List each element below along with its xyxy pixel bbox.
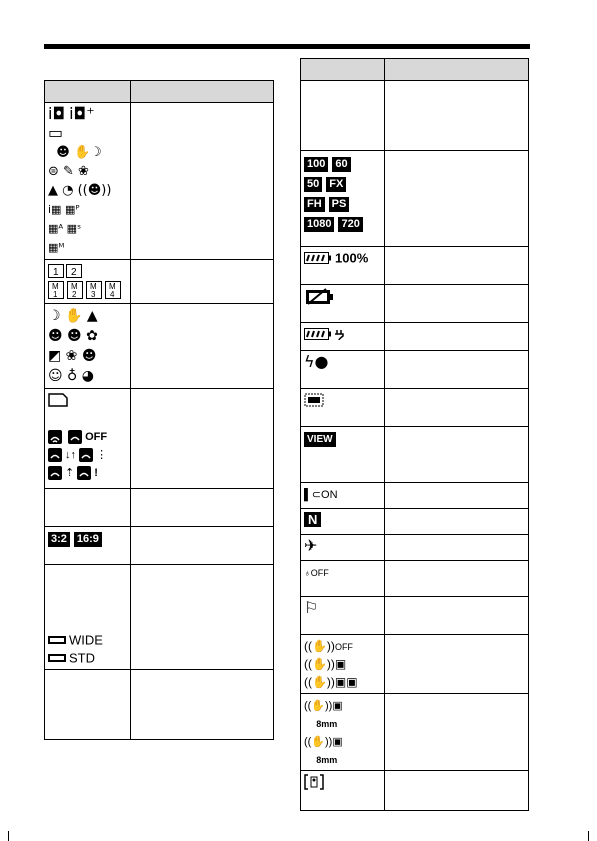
table-row — [45, 389, 274, 489]
table-row — [301, 81, 529, 151]
description-cell — [385, 151, 529, 247]
svg-text:4: 4 — [110, 290, 115, 299]
icon-cell — [301, 483, 385, 509]
table-row — [301, 597, 529, 635]
table-row — [301, 635, 529, 694]
panorama-mode-icon: ▭ — [48, 123, 64, 142]
view-icon: VIEW — [304, 432, 336, 447]
description-cell — [385, 351, 529, 389]
panorama-std-label: STD — [69, 650, 95, 666]
table-header-row — [301, 59, 529, 81]
svg-text:1: 1 — [53, 290, 58, 299]
memory-card-icon — [48, 393, 68, 407]
movie-format-icon: 720 — [338, 217, 362, 232]
description-cell — [385, 427, 529, 483]
table-row — [45, 565, 274, 670]
description-cell — [131, 670, 274, 740]
description-cell — [385, 509, 529, 535]
description-cell — [131, 103, 274, 260]
description-cell — [131, 527, 274, 565]
table-row — [301, 323, 529, 351]
table-row — [301, 483, 529, 509]
icon-cell — [45, 389, 131, 489]
aspect-16-9-icon: 16:9 — [74, 532, 102, 547]
memory-recall-icons — [48, 262, 127, 298]
intelligent-auto-icon: i◘ — [48, 104, 66, 123]
table-row — [301, 151, 529, 247]
battery-charging-icon — [304, 327, 344, 341]
table-row — [301, 351, 529, 389]
table-row — [45, 670, 274, 740]
movie-format-icon: FH — [304, 197, 325, 212]
icon-cell — [301, 389, 385, 427]
display-column-header — [45, 81, 131, 103]
icon-cell — [45, 670, 131, 740]
icon-cell — [45, 527, 131, 565]
table-row — [45, 304, 274, 389]
steadyshot-focal-icons: ((✋))▣ 8mm ((✋))▣ 8mm — [304, 700, 343, 765]
superior-auto-icon: i◘⁺ — [69, 104, 95, 123]
aspect-3-2-icon: 3:2 — [48, 532, 70, 547]
icon-cell — [301, 427, 385, 483]
svg-text:M: M — [71, 282, 78, 291]
table-row — [45, 489, 274, 527]
svg-text:1: 1 — [53, 266, 59, 278]
description-cell — [385, 635, 529, 694]
description-cell — [385, 694, 529, 771]
panorama-wide-icon — [48, 635, 66, 645]
description-cell — [385, 389, 529, 427]
airplane-mode-icon: ✈ — [304, 536, 318, 555]
indication-column-header — [131, 81, 274, 103]
icon-cell — [301, 509, 385, 535]
table-header-row — [45, 81, 274, 103]
battery-low-icon — [304, 288, 334, 306]
description-cell — [131, 565, 274, 670]
frame-icon — [304, 393, 324, 407]
table-row — [45, 260, 274, 304]
icon-cell — [45, 565, 131, 670]
description-cell — [131, 260, 274, 304]
flash-charging-icon: ϟ● — [304, 352, 329, 371]
icon-cell — [301, 597, 385, 635]
table-row — [301, 285, 529, 323]
table-row — [301, 561, 529, 597]
nfc-icon: N — [304, 512, 321, 527]
wifi-icons: OFF ↓↑ ⋮ ⇡ ! — [48, 431, 107, 479]
icon-cell — [301, 694, 385, 771]
panorama-wide-label: WIDE — [69, 632, 103, 648]
table-row — [301, 694, 529, 771]
scene-icons-3: ▲ ◔ ((☻)) — [48, 183, 112, 198]
right-indicator-table — [300, 58, 529, 811]
steadyshot-icons: ((✋))OFF ((✋))▣ ((✋))▣▣ — [304, 639, 358, 689]
table-row — [301, 247, 529, 285]
icon-cell — [301, 323, 385, 351]
header-rule — [44, 44, 530, 49]
movie-format-icon: 100 — [304, 157, 328, 172]
icon-cell — [45, 103, 131, 260]
svg-text:M: M — [52, 282, 59, 291]
af-illuminator-icon: ▌⊂ON — [304, 489, 338, 501]
icon-cell — [301, 151, 385, 247]
movie-format-icon: 50 — [304, 177, 322, 192]
face-frame-icon — [304, 774, 324, 790]
left-indicator-table — [44, 80, 274, 740]
svg-text:3: 3 — [91, 290, 96, 299]
movie-mode-icons-2: ▦ᴬ ▦ˢ — [48, 222, 82, 235]
description-cell — [131, 489, 274, 527]
icon-cell — [301, 635, 385, 694]
panorama-std-icon — [48, 653, 66, 663]
movie-mode-icons: i▦ ▦ᴾ — [48, 203, 80, 216]
table-row — [301, 389, 529, 427]
scene-icons: ☻ ✋☽ — [48, 145, 102, 160]
icon-cell — [45, 260, 131, 304]
table-row — [301, 427, 529, 483]
table-row — [45, 527, 274, 565]
scene-selection-icons: ☽ ✋ ▲ ☻ ☻ ✿ ◩ ❀ ☻ ☺ ♁ ◕ — [48, 308, 98, 384]
description-cell — [385, 247, 529, 285]
movie-format-icon: PS — [329, 197, 350, 212]
table-row — [301, 509, 529, 535]
table-row — [301, 771, 529, 811]
battery-percent: 100% — [335, 250, 369, 266]
movie-manual-icon: ▦ᴹ — [48, 241, 65, 254]
table-row — [45, 103, 274, 260]
icon-cell — [301, 285, 385, 323]
description-cell — [131, 304, 274, 389]
icon-cell — [45, 304, 131, 389]
icon-cell — [301, 561, 385, 597]
icon-cell — [301, 247, 385, 285]
crop-mark-left — [8, 831, 9, 841]
movie-format-icon: 1080 — [304, 217, 334, 232]
svg-text:M: M — [109, 282, 116, 291]
indication-column-header — [385, 59, 529, 81]
description-cell — [385, 771, 529, 811]
icon-cell — [301, 81, 385, 151]
svg-text:2: 2 — [72, 290, 77, 299]
description-cell — [385, 561, 529, 597]
table-row — [301, 535, 529, 561]
movie-format-icon: FX — [326, 177, 346, 192]
description-cell — [385, 81, 529, 151]
icon-cell — [301, 535, 385, 561]
wind-noise-icon: ⚐ — [304, 598, 319, 617]
description-cell — [131, 389, 274, 489]
description-cell — [385, 285, 529, 323]
description-cell — [385, 483, 529, 509]
movie-format-icon: 60 — [332, 157, 350, 172]
scene-icons-2: ⊜ ✎ ❀ — [48, 164, 89, 179]
mic-off-icon: ♁OFF — [304, 568, 329, 578]
svg-text:2: 2 — [71, 266, 77, 278]
icon-cell — [45, 489, 131, 527]
icon-cell — [301, 351, 385, 389]
crop-mark-right — [588, 831, 589, 841]
description-cell — [385, 535, 529, 561]
description-cell — [385, 323, 529, 351]
battery-icon — [304, 251, 332, 265]
svg-text:M: M — [90, 282, 97, 291]
description-cell — [385, 597, 529, 635]
display-column-header — [301, 59, 385, 81]
icon-cell — [301, 771, 385, 811]
